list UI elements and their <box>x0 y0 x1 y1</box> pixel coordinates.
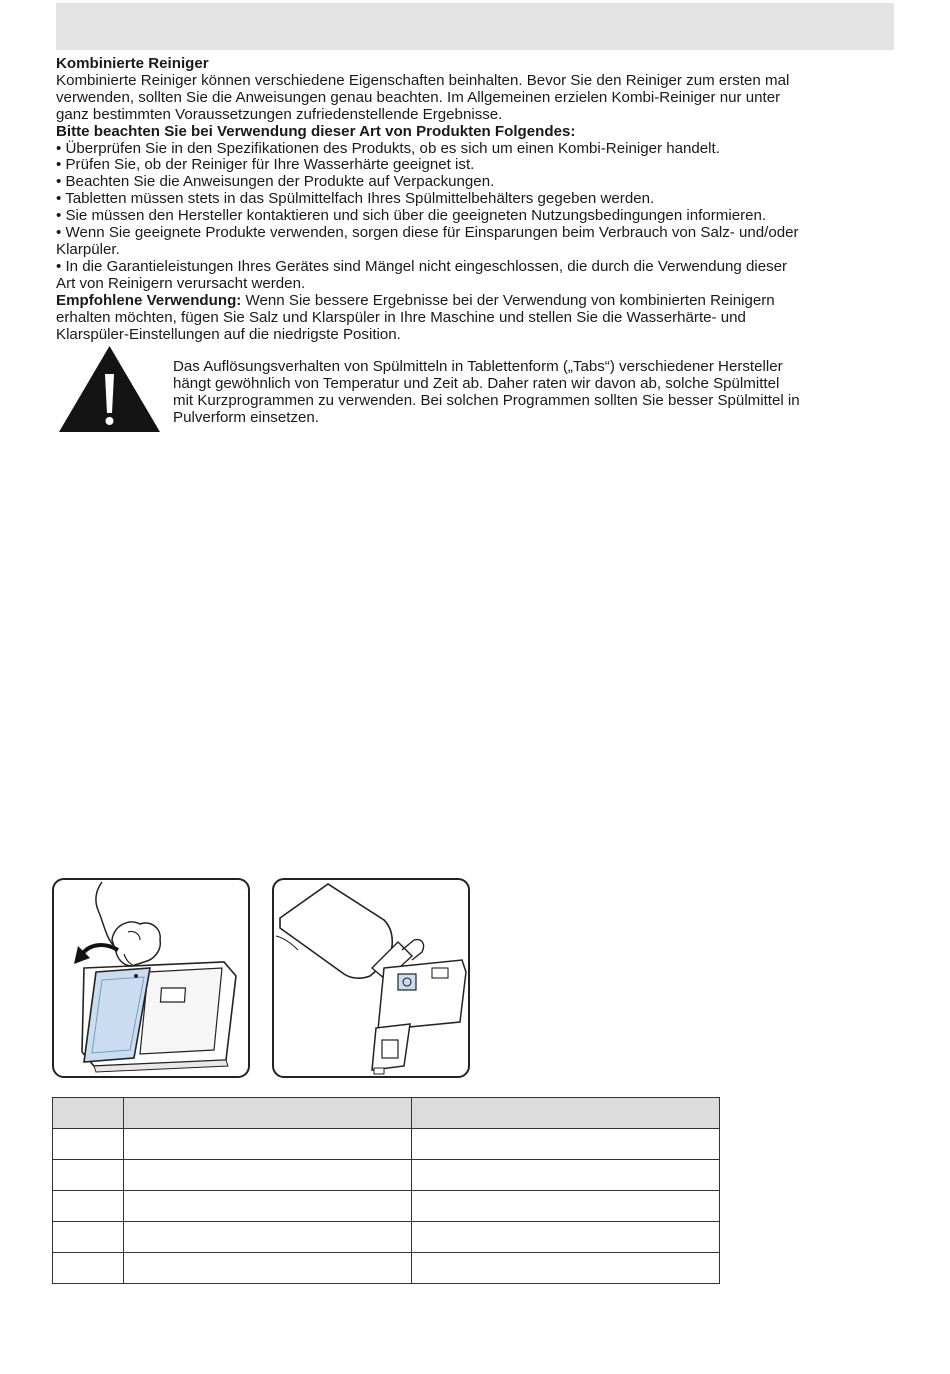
table-header-cell <box>53 1098 124 1129</box>
bullet-item: • Sie müssen den Hersteller kontaktieren und sich über die geeigneten Nutzungsbedingungen informieren. <box>56 207 767 225</box>
table-cell <box>53 1191 124 1222</box>
bullet-item: • Überprüfen Sie in den Spezifikationen des Produkts, ob es sich um einen Kombi-Reiniger handelt. <box>56 139 720 157</box>
table-cell <box>53 1253 124 1284</box>
table-header-cell <box>124 1098 412 1129</box>
table-cell <box>124 1160 412 1191</box>
table-cell <box>53 1160 124 1191</box>
intro-line: Kombinierte Reiniger können verschiedene Eigenschaften beinhalten. Bevor Sie den Reiniger zum ersten mal <box>56 71 790 89</box>
table-cell <box>124 1129 412 1160</box>
table-cell <box>124 1222 412 1253</box>
bullet-item: Klarpüler. <box>56 240 120 258</box>
note-heading: Bitte beachten Sie bei Verwendung dieser Art von Produkten Folgendes: <box>56 122 576 140</box>
table-row <box>53 1129 720 1160</box>
section-heading: Kombinierte Reiniger <box>56 55 209 72</box>
warning-triangle-icon <box>59 346 160 432</box>
table-row <box>53 1222 720 1253</box>
bullet-item: • In die Garantieleistungen Ihres Gerätes sind Mängel nicht eingeschlossen, die durch die Verwendung dieser <box>56 257 788 275</box>
table-cell <box>53 1129 124 1160</box>
table-header-cell <box>412 1098 720 1129</box>
warning-line: Pulverform einsetzen. <box>173 408 319 426</box>
table-cell <box>412 1222 720 1253</box>
combined-detergents-section <box>56 56 894 343</box>
recommend-text: Wenn Sie bessere Ergebnisse bei der Verwendung von kombinierten Reinigern <box>241 291 775 309</box>
recommend-line: erhalten möchten, fügen Sie Salz und Klarspüler in Ihre Maschine und stellen Sie die Wasserhärte- und <box>56 308 746 326</box>
intro-line: ganz bestimmten Voraussetzungen zufriedenstellende Ergebnisse. <box>56 105 503 123</box>
recommend-label: Empfohlene Verwendung: <box>56 291 242 309</box>
table-cell <box>412 1129 720 1160</box>
recommend-line: Klarspüler-Einstellungen auf die niedrigste Position. <box>56 325 401 343</box>
warning-text <box>173 359 893 427</box>
header-band <box>56 3 894 50</box>
table-header-row <box>53 1098 720 1129</box>
bullet-item: • Tabletten müssen stets in das Spülmittelfach Ihres Spülmittelbehälters gegeben werden. <box>56 190 655 208</box>
intro-line: verwenden, sollten Sie die Anweisungen genau beachten. Im Allgemeinen erzielen Kombi-Reiniger nur unter <box>56 88 781 106</box>
warning-line: hängt gewöhnlich von Temperatur und Zeit ab. Daher raten wir davon ab, solche Spülmittel <box>173 374 780 392</box>
table-cell <box>412 1160 720 1191</box>
table-cell <box>124 1253 412 1284</box>
table-cell <box>124 1191 412 1222</box>
bullet-item: • Beachten Sie die Anweisungen der Produkte auf Verpackungen. <box>56 173 495 191</box>
bullet-item: • Prüfen Sie, ob der Reiniger für Ihre Wasserhärte geeignet ist. <box>56 156 475 174</box>
recommendation <box>56 293 894 310</box>
table-row <box>53 1160 720 1191</box>
table-cell <box>412 1191 720 1222</box>
bullet-item: • Wenn Sie geeignete Produkte verwenden, sorgen diese für Einsparungen beim Verbrauch von Salz- und/oder <box>56 224 799 242</box>
table-row <box>53 1253 720 1284</box>
table-cell <box>412 1253 720 1284</box>
table-cell <box>53 1222 124 1253</box>
table-row <box>53 1191 720 1222</box>
curved-arrow-icon <box>82 945 118 954</box>
bullet-item: Art von Reinigern verursacht werden. <box>56 274 306 292</box>
warning-line: mit Kurzprogrammen zu verwenden. Bei solchen Programmen sollten Sie besser Spülmittel in <box>173 391 800 409</box>
illustration-open-dispenser-lid <box>52 878 250 1078</box>
data-table <box>52 1097 720 1284</box>
illustration-fill-rinse-aid <box>272 878 470 1078</box>
warning-line: Das Auflösungsverhalten von Spülmitteln in Tablettenform („Tabs“) verschiedener Hersteller <box>173 358 783 375</box>
